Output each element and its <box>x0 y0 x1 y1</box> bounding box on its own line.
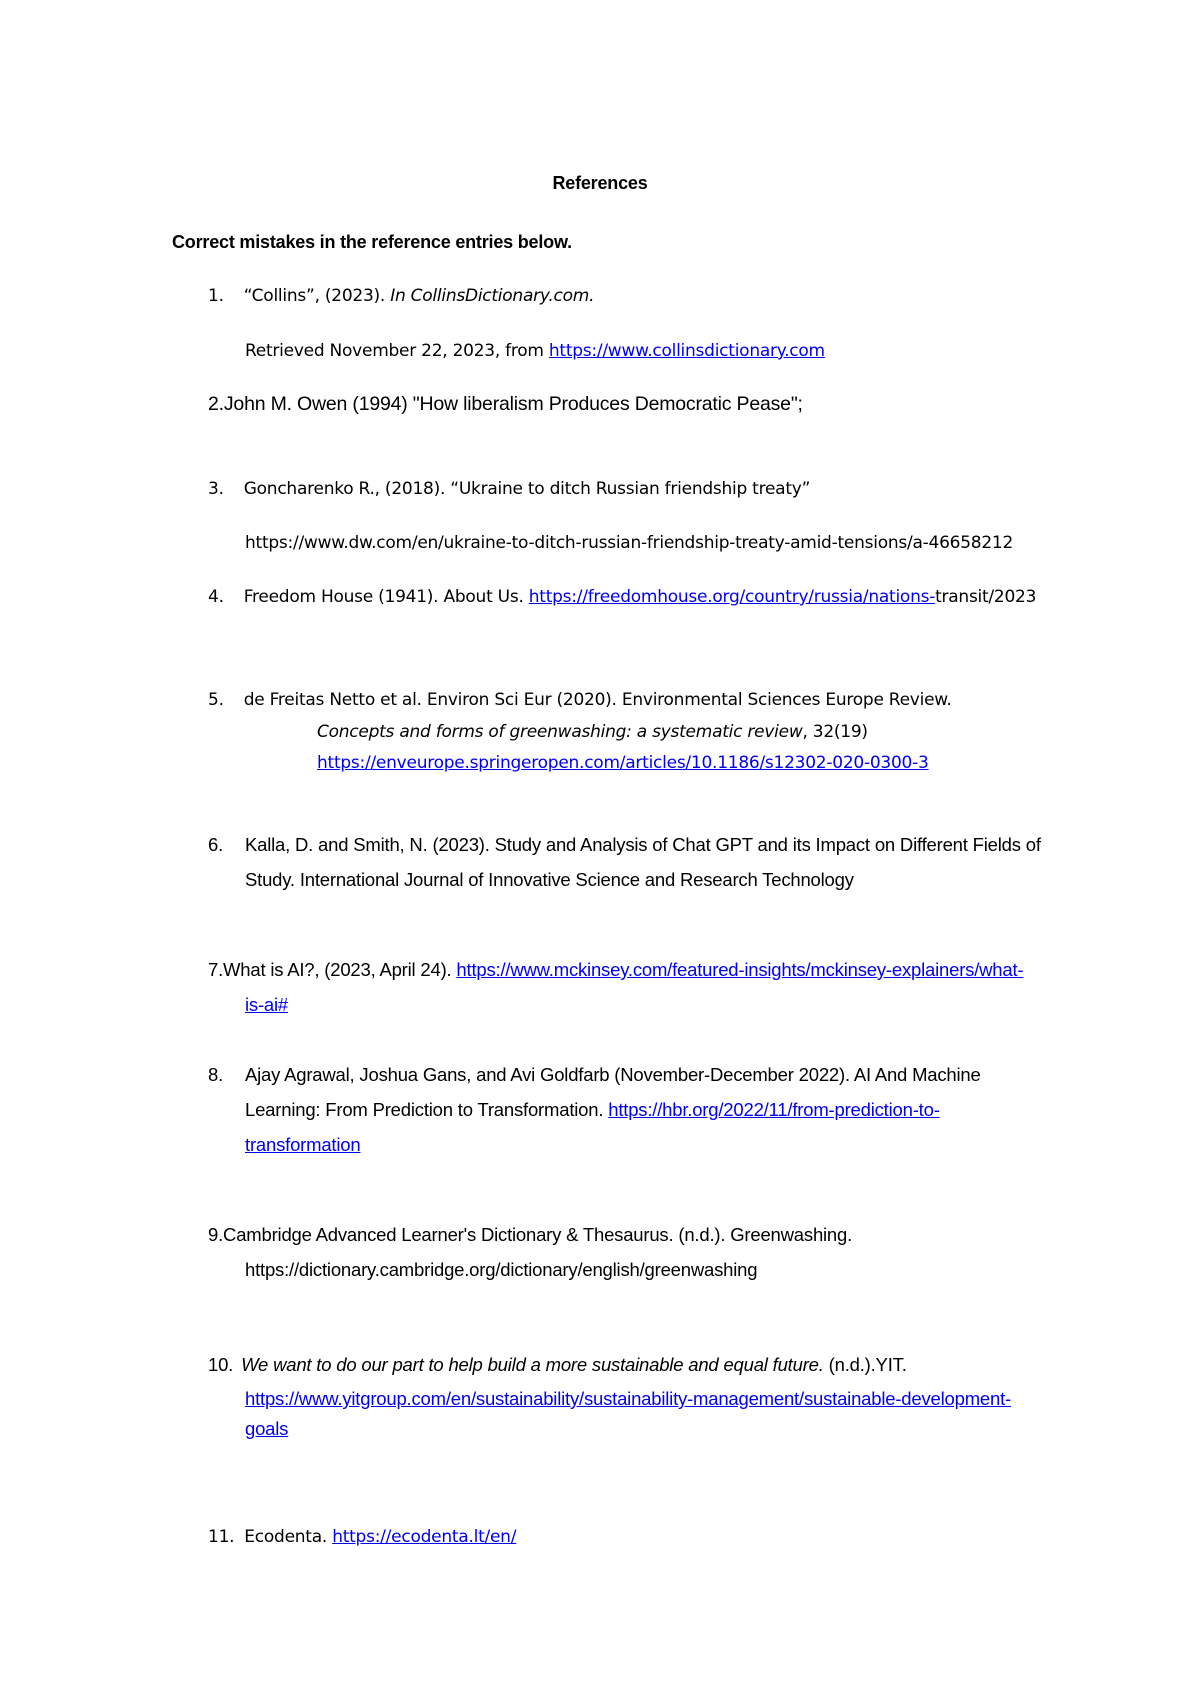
reference-article-title: Concepts and forms of greenwashing: a systematic review <box>317 722 803 742</box>
reference-link[interactable]: https://enveurope.springeropen.com/articles/10.1186/s12302-020-0300-3 <box>317 753 929 773</box>
reference-text: Learning: From Prediction to Transformation. <box>245 1099 609 1120</box>
reference-number: 7. <box>208 959 224 980</box>
reference-9 <box>208 1223 852 1247</box>
reference-4 <box>208 585 1036 609</box>
reference-7-line2 <box>245 993 288 1017</box>
reference-number: 8. <box>208 1064 224 1085</box>
reference-10-line2 <box>245 1387 1011 1411</box>
reference-link-continued[interactable]: goals <box>245 1418 289 1439</box>
reference-link[interactable]: https://freedomhouse.org/country/russia/nations- <box>528 587 936 607</box>
reference-2 <box>208 392 803 416</box>
reference-11 <box>208 1525 516 1549</box>
reference-volume: , 32(19) <box>802 722 868 742</box>
reference-9-line2: https://dictionary.cambridge.org/dictionary/english/greenwashing <box>245 1259 758 1280</box>
reference-6 <box>208 833 1041 857</box>
reference-5 <box>208 688 952 712</box>
reference-text: Freedom House (1941). About Us. <box>243 587 529 607</box>
reference-5-line2 <box>317 720 868 744</box>
reference-title-italic: We want to do our part to help build a more sustainable and equal future. <box>241 1354 824 1375</box>
reference-text: Kalla, D. and Smith, N. (2023). Study and Analysis of Chat GPT and its Impact on Different Fields of <box>245 834 1041 855</box>
reference-number: 2. <box>208 393 224 415</box>
reference-text: What is AI?, (2023, April 24). <box>223 959 457 980</box>
reference-3-line2: https://www.dw.com/en/ukraine-to-ditch-russian-friendship-treaty-amid-tensions/a-46658212 <box>245 533 1014 553</box>
reference-1-line2 <box>245 339 825 363</box>
reference-text: Ecodenta. <box>244 1527 333 1547</box>
reference-number: 6. <box>208 834 224 855</box>
reference-text: Goncharenko R., (2018). “Ukraine to ditch Russian friendship treaty” <box>243 479 811 499</box>
reference-link-continued[interactable]: transformation <box>245 1134 361 1155</box>
reference-source-italic: In CollinsDictionary.com. <box>390 286 595 306</box>
reference-3 <box>208 477 810 501</box>
reference-number: 10. <box>208 1354 234 1375</box>
reference-number: 5. <box>208 690 224 710</box>
reference-7 <box>208 958 1023 982</box>
reference-1 <box>208 284 594 308</box>
instruction-text: Correct mistakes in the reference entries below. <box>172 232 572 252</box>
reference-text: Cambridge Advanced Learner's Dictionary & Thesaurus. (n.d.). Greenwashing. <box>223 1224 853 1245</box>
reference-10 <box>208 1353 907 1377</box>
reference-text: Retrieved November 22, 2023, from <box>245 341 549 361</box>
reference-number: 11. <box>208 1527 235 1547</box>
reference-5-line3 <box>317 751 929 775</box>
reference-8 <box>208 1063 981 1087</box>
reference-link-continued[interactable]: is-ai# <box>245 994 289 1015</box>
reference-text: “Collins”, (2023). <box>243 286 391 306</box>
reference-6-line2: Study. International Journal of Innovative Science and Research Technology <box>245 869 854 890</box>
reference-link[interactable]: https://ecodenta.lt/en/ <box>332 1527 517 1547</box>
reference-number: 3. <box>208 479 224 499</box>
page-title: References <box>552 173 648 193</box>
reference-text: John M. Owen (1994) "How liberalism Produces Democratic Pease"; <box>223 393 803 415</box>
reference-link[interactable]: https://hbr.org/2022/11/from-prediction-to- <box>608 1099 940 1120</box>
reference-link[interactable]: https://www.collinsdictionary.com <box>548 341 825 361</box>
reference-8-line2 <box>245 1098 940 1122</box>
reference-10-line3 <box>245 1417 288 1441</box>
reference-link[interactable]: https://www.mckinsey.com/featured-insights/mckinsey-explainers/what- <box>456 959 1024 980</box>
reference-link[interactable]: https://www.yitgroup.com/en/sustainability/sustainability-management/sustainable-development- <box>245 1388 1011 1409</box>
reference-number: 9. <box>208 1224 224 1245</box>
reference-link-tail: transit/2023 <box>935 587 1037 607</box>
reference-text: Ajay Agrawal, Joshua Gans, and Avi Goldfarb (November-December 2022). AI And Machine <box>245 1064 981 1085</box>
reference-text: de Freitas Netto et al. Environ Sci Eur (2020). Environmental Sciences Europe Review. <box>243 690 952 710</box>
reference-number: 4. <box>208 587 224 607</box>
reference-8-line3 <box>245 1133 360 1157</box>
reference-number: 1. <box>208 286 224 306</box>
reference-text: (n.d.).YIT. <box>823 1354 907 1375</box>
